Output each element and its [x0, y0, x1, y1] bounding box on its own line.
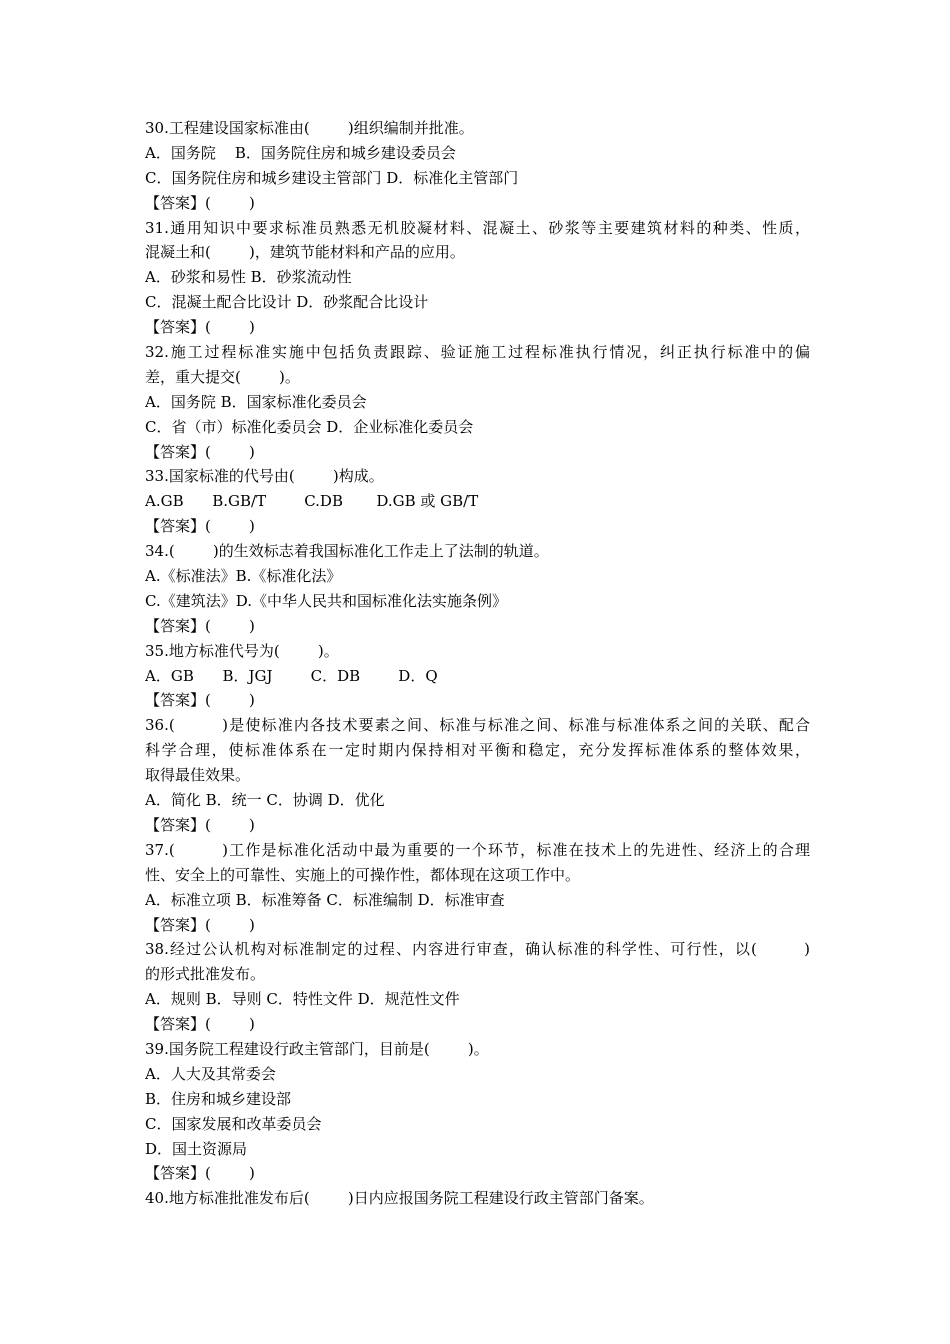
text-line: 34.( )的生效标志着我国标准化工作走上了法制的轨道。 [145, 542, 549, 561]
text-line: C．混凝土配合比设计 D．砂浆配合比设计 [145, 293, 429, 312]
text-line: D．国土资源局 [145, 1139, 248, 1158]
text-line: 37.( )工作是标准化活动中最为重要的一个环节，标准在技术上的先进性、经济上的合理 [145, 840, 810, 859]
text-line: 的形式批准发布。 [145, 965, 266, 984]
text-line: 36.( )是使标准内各技术要素之间、标准与标准之间、标准与标准体系之间的关联、配合 [145, 716, 810, 735]
text-line: 【答案】( ) [145, 1015, 255, 1034]
text-line: 【答案】( ) [145, 517, 255, 536]
text-line: 科学合理，使标准体系在一定时期内保持相对平衡和稳定，充分发挥标准体系的整体效果， [145, 741, 810, 760]
text-line: A．简化 B．统一 C．协调 D．优化 [145, 791, 385, 810]
text-line: C．省（市）标准化委员会 D．企业标准化委员会 [145, 417, 474, 436]
text-line: A．砂浆和易性 B．砂浆流动性 [145, 268, 352, 287]
text-line: 【答案】( ) [145, 1164, 255, 1183]
text-line: C.《建筑法》D.《中华人民共和国标准化法实施条例》 [145, 591, 507, 610]
text-line: A．国务院 B．国家标准化委员会 [145, 392, 367, 411]
text-line: 【答案】( ) [145, 815, 255, 834]
text-line: 【答案】( ) [145, 915, 255, 934]
text-line: 【答案】( ) [145, 318, 255, 337]
text-line: 32.施工过程标准实施中包括负责跟踪、验证施工过程标准执行情况，纠正执行标准中的偏 [145, 343, 810, 362]
text-line: 【答案】( ) [145, 691, 255, 710]
document-body [145, 116, 810, 1211]
text-line: 差，重大提交( )。 [145, 367, 300, 386]
text-line: 【答案】( ) [145, 193, 255, 212]
text-line: 33.国家标准的代号由( )构成。 [145, 467, 384, 486]
text-line: 35.地方标准代号为( )。 [145, 641, 339, 660]
text-line: A．标准立项 B．标准筹备 C．标准编制 D．标准审查 [145, 890, 505, 909]
text-line: 40.地方标准批准发布后( )日内应报国务院工程建设行政主管部门备案。 [145, 1189, 654, 1208]
text-line: 混凝土和( )，建筑节能材料和产品的应用。 [145, 243, 465, 262]
text-line: A．人大及其常委会 [145, 1064, 276, 1083]
text-line: C．国家发展和改革委员会 [145, 1114, 322, 1133]
text-line: 【答案】( ) [145, 442, 255, 461]
text-line: 性、安全上的可靠性、实施上的可操作性，都体现在这项工作中。 [145, 865, 581, 884]
text-line: C．国务院住房和城乡建设主管部门 D．标准化主管部门 [145, 168, 519, 187]
text-line: 31.通用知识中要求标准员熟悉无机胶凝材料、混凝土、砂浆等主要建筑材料的种类、性质， [145, 218, 810, 237]
text-line: A.GB B.GB/T C.DB D.GB 或 GB/T [145, 492, 479, 511]
text-line: 39.国务院工程建设行政主管部门，目前是( )。 [145, 1039, 489, 1058]
text-line: A．规则 B．导则 C．特性文件 D．规范性文件 [145, 990, 460, 1009]
text-line: 38.经过公认机构对标准制定的过程、内容进行审查，确认标准的科学性、可行性，以( ) [145, 940, 810, 959]
text-line: 30.工程建设国家标准由( )组织编制并批准。 [145, 119, 474, 137]
text-line: 【答案】( ) [145, 616, 255, 635]
text-line: B．住房和城乡建设部 [145, 1089, 292, 1108]
text-line: 取得最佳效果。 [145, 766, 251, 785]
text-line: A．GB B．JGJ C．DB D．Q [145, 666, 438, 685]
text-line: A.《标准法》B.《标准化法》 [145, 567, 342, 586]
text-line: A．国务院 B．国务院住房和城乡建设委员会 [145, 143, 456, 162]
